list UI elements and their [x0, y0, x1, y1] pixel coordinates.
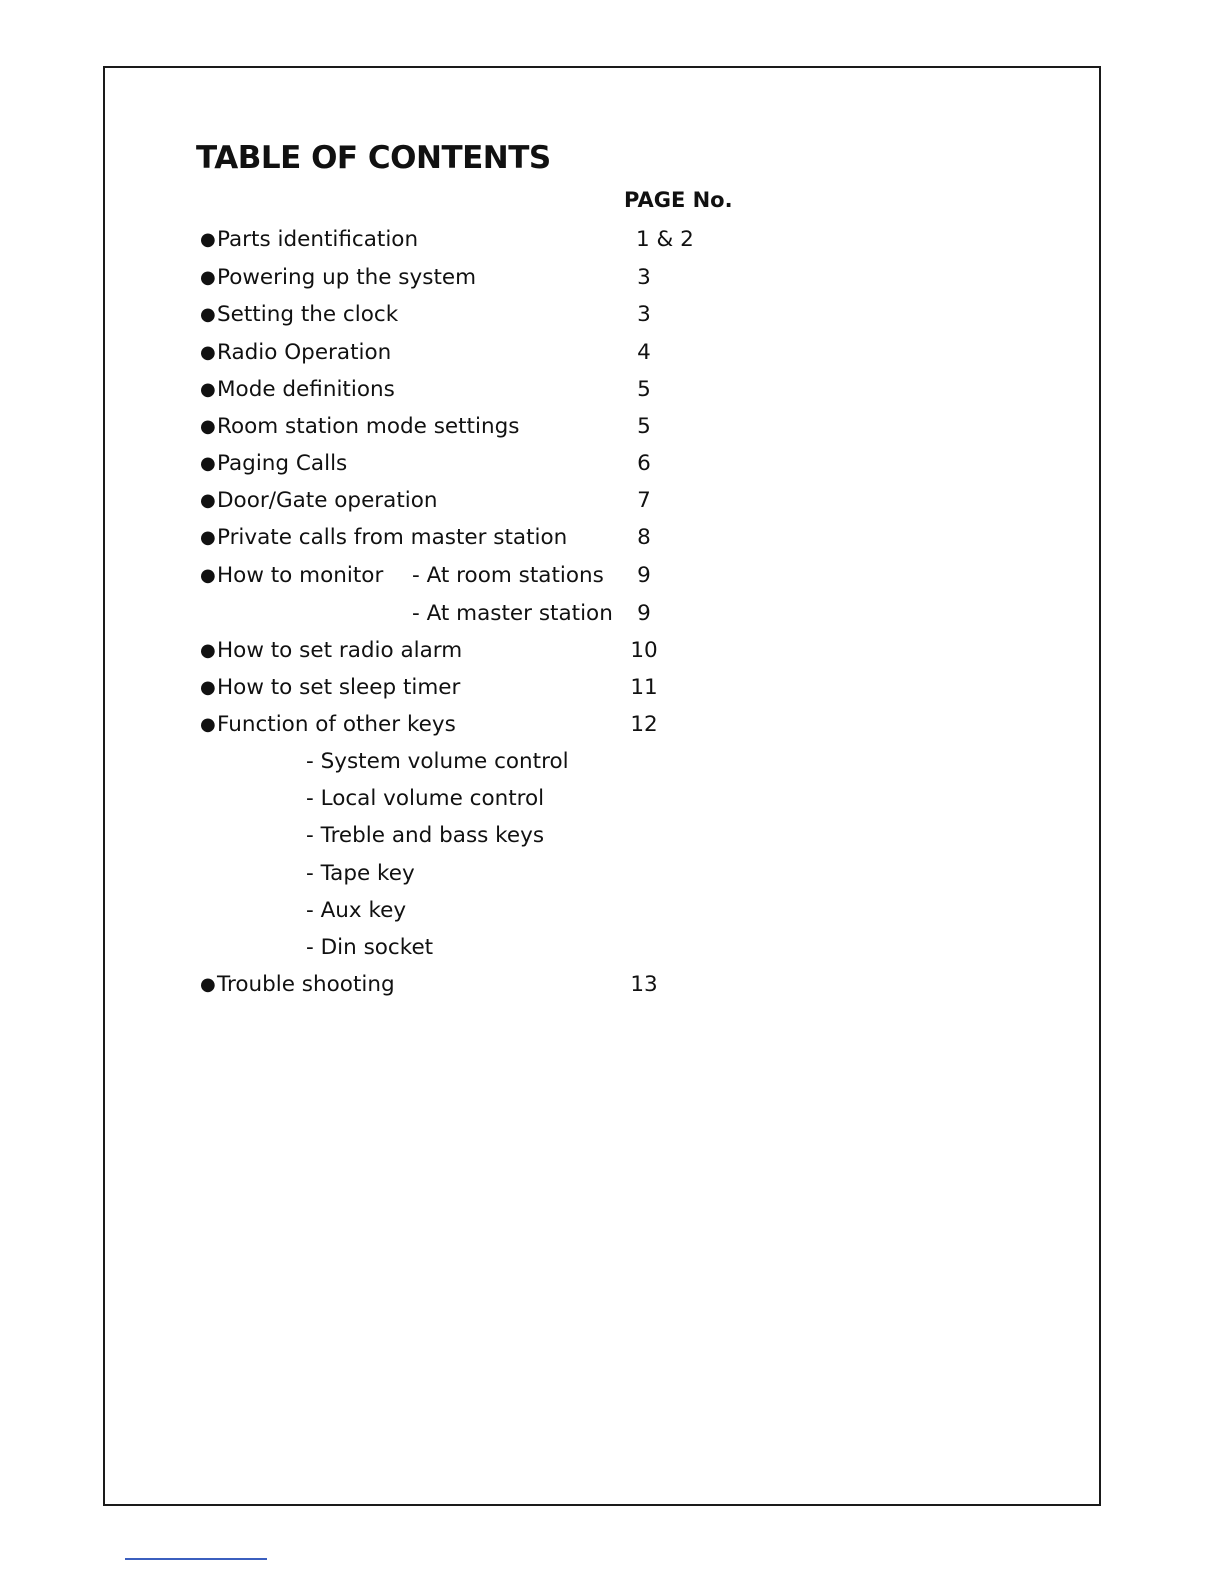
toc-entry-page: 3	[637, 265, 651, 290]
toc-entry-page: 4	[637, 340, 651, 365]
toc-entry-page: 8	[637, 525, 651, 550]
toc-entry-page: 12	[630, 712, 658, 737]
toc-entry-page: 7	[637, 488, 651, 513]
toc-entry-label: Paging Calls	[217, 451, 348, 476]
bullet-icon: ●	[200, 416, 216, 437]
toc-entry-label: Powering up the system	[217, 265, 477, 290]
bullet-icon: ●	[200, 304, 216, 325]
toc-subitem-label: - Local volume control	[306, 786, 545, 811]
toc-entry-label: Radio Operation	[217, 340, 392, 365]
toc-subitem-label: - Tape key	[306, 861, 415, 886]
toc-subitem-label: - Treble and bass keys	[306, 823, 545, 848]
bullet-icon: ●	[200, 229, 216, 250]
bullet-icon: ●	[200, 640, 216, 661]
toc-entry-label: Room station mode settings	[217, 414, 520, 439]
toc-entry-label: Door/Gate operation	[217, 488, 438, 513]
toc-entry-page: 11	[630, 675, 658, 700]
toc-subitem-label: - Din socket	[306, 935, 434, 960]
bullet-icon: ●	[200, 342, 216, 363]
bullet-icon: ●	[200, 677, 216, 698]
toc-entry-label: Parts identification	[217, 227, 419, 252]
bullet-icon: ●	[200, 379, 216, 400]
toc-entry-sublabel: - At room stations	[412, 563, 604, 588]
toc-entry-page: 6	[637, 451, 651, 476]
toc-entry-page: 13	[630, 972, 658, 997]
toc-entry-label: Private calls from master station	[217, 525, 568, 550]
toc-entry-page: 5	[637, 414, 651, 439]
toc-entry-label: Mode definitions	[217, 377, 395, 402]
toc-entry-sublabel: - At master station	[412, 601, 613, 626]
bullet-icon: ●	[200, 490, 216, 511]
toc-entry-page: 10	[630, 638, 658, 663]
toc-entry-label: Function of other keys	[217, 712, 456, 737]
bullet-icon: ●	[200, 565, 216, 586]
bullet-icon: ●	[200, 714, 216, 735]
toc-entry-page: 9	[637, 563, 651, 588]
toc-entry-label: How to monitor	[217, 563, 384, 588]
footer-rule	[125, 1558, 267, 1560]
toc-entry-page: 1 & 2	[636, 227, 694, 252]
bullet-icon: ●	[200, 267, 216, 288]
page-number-header: PAGE No.	[624, 188, 733, 212]
bullet-icon: ●	[200, 453, 216, 474]
toc-entry-page: 9	[637, 601, 651, 626]
toc-subitem-label: - Aux key	[306, 898, 407, 923]
toc-entry-label: How to set sleep timer	[217, 675, 461, 700]
bullet-icon: ●	[200, 974, 216, 995]
page-title: TABLE OF CONTENTS	[196, 140, 551, 176]
toc-entry-page: 5	[637, 377, 651, 402]
toc-entry-label: Trouble shooting	[217, 972, 395, 997]
toc-entry-page: 3	[637, 302, 651, 327]
toc-entry-label: How to set radio alarm	[217, 638, 463, 663]
bullet-icon: ●	[200, 527, 216, 548]
toc-entry-label: Setting the clock	[217, 302, 399, 327]
toc-subitem-label: - System volume control	[306, 749, 569, 774]
